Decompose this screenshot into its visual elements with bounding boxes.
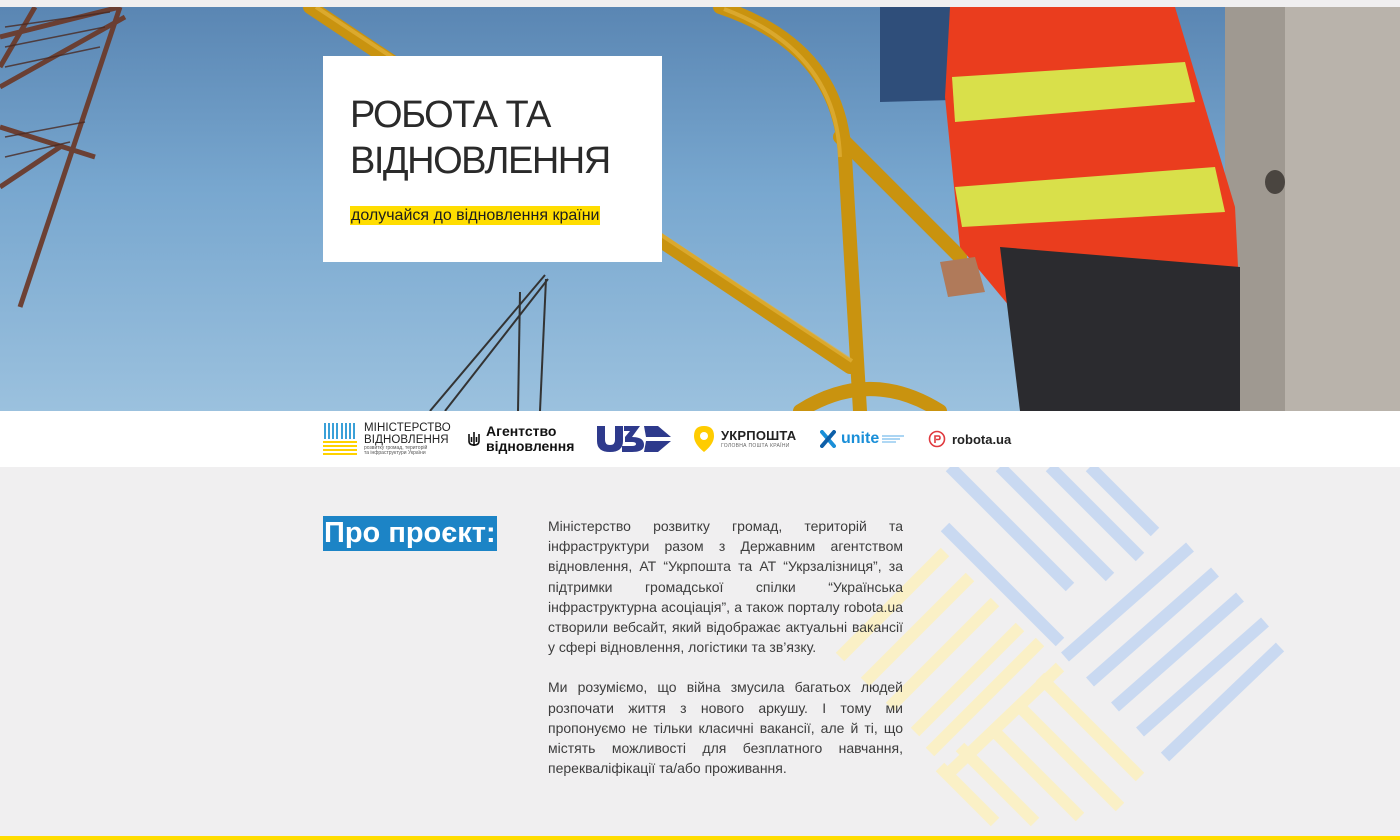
- partner-unite-logo[interactable]: [820, 411, 904, 467]
- about-paragraph-1: Міністерство розвитку громад, територій та інфраструктури разом з Державним агентством відновлення, АТ “Укрпошта та АТ “Укрзалізниця”, за підтримки громадської спілки “Українська інфраструктурна асоціація”, а також порталу robota.ua створили вебсайт, який відображає актуальні вакансії у сфері відновлення, логістики та зв’язку.: [548, 518, 903, 656]
- ministry-logo-line1: МІНІСТЕРСТВО: [364, 422, 451, 434]
- unite-logo-name: unite: [841, 430, 880, 447]
- hero-card: [323, 56, 662, 262]
- robota-logo-name: robota.ua: [952, 431, 1012, 447]
- hero-photo: [0, 7, 1400, 411]
- partner-agency-logo[interactable]: [468, 411, 574, 467]
- about-heading: Про проєкт:: [324, 517, 496, 549]
- partner-robota-logo[interactable]: [928, 411, 1011, 467]
- ministry-logo-caption2: та інфраструктури України: [364, 450, 426, 456]
- robota-circle-icon: [928, 430, 946, 448]
- hero-title: РОБОТА ТА ВІДНОВЛЕННЯ: [350, 94, 610, 182]
- partner-ukrposhta-logo[interactable]: [693, 411, 796, 467]
- partners-strip: [0, 411, 1400, 467]
- bottom-accent-line: [0, 836, 1400, 840]
- uz-logo-icon: [596, 425, 672, 453]
- ministry-logo-line2: ВІДНОВЛЕННЯ: [364, 434, 449, 446]
- unite-lines-icon: [882, 434, 904, 444]
- ministry-logo-caption1: розвитку громад, територій: [364, 445, 428, 451]
- partner-ukrzaliznytsia-logo[interactable]: [596, 411, 672, 467]
- trident-icon: [468, 431, 480, 447]
- ukrposhta-logo-caption: ГОЛОВНА ПОШТА КРАЇНИ: [721, 443, 790, 449]
- hero-banner: [0, 7, 1400, 411]
- map-pin-icon: [693, 425, 715, 453]
- agency-logo-line1: Агентство: [486, 423, 557, 439]
- hero-subtitle: долучайся до відновлення країни: [351, 207, 600, 224]
- unite-mark-icon: [820, 430, 836, 448]
- ministry-emblem-icon: [322, 421, 358, 457]
- about-description: [548, 516, 903, 798]
- ukrposhta-logo-name: УКРПОШТА: [721, 428, 797, 443]
- agency-logo-line2: відновлення: [486, 438, 575, 454]
- about-paragraph-2: Ми розуміємо, що війна змусила багатьох людей розпочати життя з нового аркушу. І тому ми пропонуємо не тільки класичні вакансії, але й ті, що містять можливості для безплатного навчання, перекваліфікації та/або проживання.: [548, 679, 903, 777]
- partner-ministry-logo[interactable]: [322, 411, 451, 467]
